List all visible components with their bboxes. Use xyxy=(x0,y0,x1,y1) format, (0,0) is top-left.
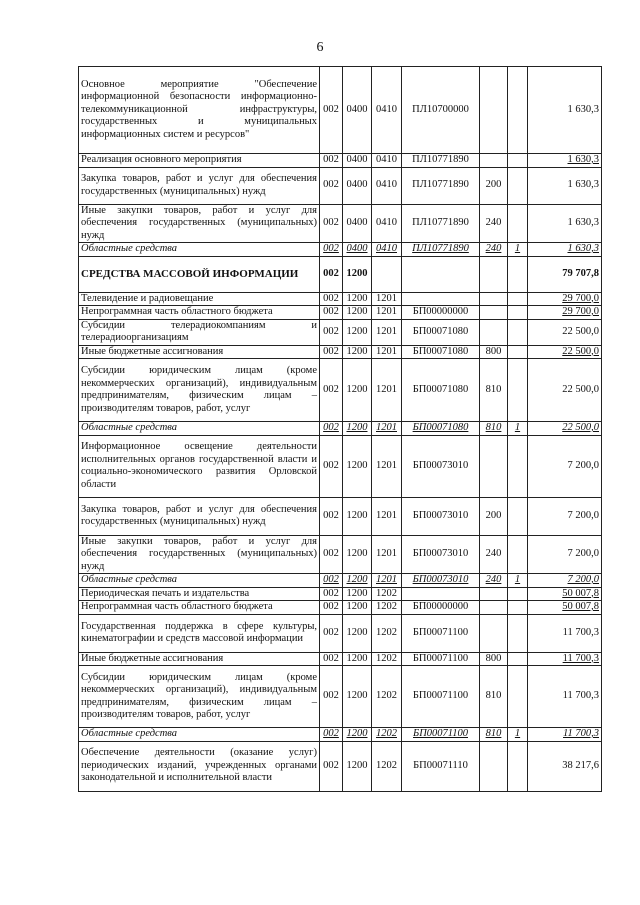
row-target-article: БП00071080 xyxy=(402,345,480,359)
row-expense-type: 810 xyxy=(480,359,508,422)
row-source-code xyxy=(508,204,528,243)
row-admin-code: 002 xyxy=(320,652,343,666)
row-source-code: 1 xyxy=(508,728,528,742)
row-subsection-code: 1201 xyxy=(372,435,402,497)
row-expense-type xyxy=(480,435,508,497)
row-target-article: ПЛ10700000 xyxy=(402,67,480,154)
row-admin-code: 002 xyxy=(320,359,343,422)
row-amount: 50 007,8 xyxy=(528,587,602,601)
row-target-article: БП00071080 xyxy=(402,422,480,436)
row-amount: 7 200,0 xyxy=(528,497,602,535)
row-expense-type: 240 xyxy=(480,535,508,574)
row-admin-code: 002 xyxy=(320,243,343,257)
row-admin-code: 002 xyxy=(320,666,343,728)
row-name: Государственная поддержка в сфере культуры, кинематографии и средств массовой информации xyxy=(79,614,320,652)
row-amount: 29 700,0 xyxy=(528,292,602,306)
row-expense-type: 810 xyxy=(480,422,508,436)
row-target-article: БП00073010 xyxy=(402,497,480,535)
row-target-article: БП00073010 xyxy=(402,435,480,497)
table-row xyxy=(79,728,602,742)
row-source-code xyxy=(508,256,528,292)
row-admin-code: 002 xyxy=(320,306,343,320)
row-source-code xyxy=(508,587,528,601)
row-subsection-code: 1201 xyxy=(372,306,402,320)
row-target-article: ПЛ10771890 xyxy=(402,204,480,243)
row-source-code xyxy=(508,306,528,320)
row-section-code: 1200 xyxy=(343,345,372,359)
row-expense-type: 240 xyxy=(480,574,508,588)
row-section-code: 1200 xyxy=(343,666,372,728)
row-amount: 11 700,3 xyxy=(528,666,602,728)
row-name: СРЕДСТВА МАССОВОЙ ИНФОРМАЦИИ xyxy=(79,256,320,292)
row-expense-type xyxy=(480,292,508,306)
table-row xyxy=(79,306,602,320)
row-expense-type xyxy=(480,741,508,791)
row-expense-type: 800 xyxy=(480,345,508,359)
table-row xyxy=(79,204,602,243)
row-section-code: 1200 xyxy=(343,574,372,588)
table-row xyxy=(79,574,602,588)
table-row xyxy=(79,435,602,497)
row-source-code xyxy=(508,652,528,666)
row-admin-code: 002 xyxy=(320,728,343,742)
row-source-code xyxy=(508,497,528,535)
table-row xyxy=(79,167,602,204)
row-subsection-code: 1201 xyxy=(372,359,402,422)
row-expense-type xyxy=(480,587,508,601)
row-target-article: БП00071110 xyxy=(402,741,480,791)
row-expense-type: 200 xyxy=(480,167,508,204)
row-section-code: 1200 xyxy=(343,359,372,422)
row-amount: 29 700,0 xyxy=(528,306,602,320)
row-expense-type xyxy=(480,601,508,615)
row-amount: 22 500,0 xyxy=(528,422,602,436)
row-section-code: 1200 xyxy=(343,256,372,292)
row-subsection-code: 1201 xyxy=(372,497,402,535)
row-amount: 11 700,3 xyxy=(528,614,602,652)
row-name: Иные закупки товаров, работ и услуг для обеспечения государственных (муниципальных) нужд xyxy=(79,204,320,243)
row-source-code xyxy=(508,167,528,204)
row-expense-type xyxy=(480,256,508,292)
row-section-code: 1200 xyxy=(343,587,372,601)
row-target-article: БП00073010 xyxy=(402,535,480,574)
row-amount: 38 217,6 xyxy=(528,741,602,791)
row-amount: 11 700,3 xyxy=(528,652,602,666)
row-amount: 1 630,3 xyxy=(528,154,602,168)
row-subsection-code: 0410 xyxy=(372,243,402,257)
row-target-article: БП00071100 xyxy=(402,728,480,742)
table-row xyxy=(79,587,602,601)
row-subsection-code: 1202 xyxy=(372,652,402,666)
row-expense-type xyxy=(480,154,508,168)
table-row xyxy=(79,243,602,257)
table-row xyxy=(79,535,602,574)
row-expense-type: 240 xyxy=(480,204,508,243)
table-row xyxy=(79,154,602,168)
page-number: 6 xyxy=(316,40,324,55)
row-source-code xyxy=(508,601,528,615)
row-expense-type: 200 xyxy=(480,497,508,535)
table-row xyxy=(79,614,602,652)
table-row xyxy=(79,422,602,436)
row-name: Обеспечение деятельности (оказание услуг) периодических изданий, учрежденных органами законодательной и исполнительной власти xyxy=(79,741,320,791)
row-name: Областные средства xyxy=(79,574,320,588)
row-admin-code: 002 xyxy=(320,292,343,306)
row-source-code: 1 xyxy=(508,422,528,436)
row-section-code: 1200 xyxy=(343,535,372,574)
row-admin-code: 002 xyxy=(320,574,343,588)
row-admin-code: 002 xyxy=(320,497,343,535)
row-expense-type xyxy=(480,614,508,652)
row-section-code: 0400 xyxy=(343,204,372,243)
table-row xyxy=(79,741,602,791)
row-source-code: 1 xyxy=(508,243,528,257)
row-expense-type: 800 xyxy=(480,652,508,666)
row-amount: 50 007,8 xyxy=(528,601,602,615)
row-admin-code: 002 xyxy=(320,319,343,345)
row-admin-code: 002 xyxy=(320,422,343,436)
row-target-article xyxy=(402,587,480,601)
row-subsection-code: 1202 xyxy=(372,587,402,601)
row-name: Субсидии телерадиокомпаниям и телерадиоорганизациям xyxy=(79,319,320,345)
row-admin-code: 002 xyxy=(320,535,343,574)
row-target-article xyxy=(402,256,480,292)
row-admin-code: 002 xyxy=(320,587,343,601)
row-amount: 22 500,0 xyxy=(528,345,602,359)
row-target-article: БП00000000 xyxy=(402,601,480,615)
row-amount: 22 500,0 xyxy=(528,319,602,345)
row-section-code: 1200 xyxy=(343,614,372,652)
row-source-code xyxy=(508,359,528,422)
row-section-code: 1200 xyxy=(343,422,372,436)
table-row xyxy=(79,67,602,154)
row-target-article: БП00071100 xyxy=(402,666,480,728)
row-amount: 7 200,0 xyxy=(528,435,602,497)
row-subsection-code: 1202 xyxy=(372,728,402,742)
row-target-article: БП00000000 xyxy=(402,306,480,320)
row-section-code: 1200 xyxy=(343,497,372,535)
row-admin-code: 002 xyxy=(320,601,343,615)
row-admin-code: 002 xyxy=(320,741,343,791)
row-subsection-code: 0410 xyxy=(372,67,402,154)
row-subsection-code: 0410 xyxy=(372,154,402,168)
row-subsection-code: 1201 xyxy=(372,422,402,436)
row-name: Субсидии юридическим лицам (кроме некоммерческих организаций), индивидуальным предпринимателям, физическим лицам – производителям товаров, работ, услуг xyxy=(79,666,320,728)
row-section-code: 1200 xyxy=(343,741,372,791)
row-section-code: 1200 xyxy=(343,306,372,320)
row-subsection-code: 1201 xyxy=(372,574,402,588)
table-row xyxy=(79,497,602,535)
row-name: Иные бюджетные ассигнования xyxy=(79,652,320,666)
row-section-code: 0400 xyxy=(343,167,372,204)
row-expense-type xyxy=(480,319,508,345)
row-name: Областные средства xyxy=(79,243,320,257)
row-section-code: 1200 xyxy=(343,319,372,345)
budget-rows xyxy=(79,67,602,792)
row-subsection-code xyxy=(372,256,402,292)
table-row xyxy=(79,345,602,359)
row-amount: 79 707,8 xyxy=(528,256,602,292)
table-row xyxy=(79,292,602,306)
table-row xyxy=(79,256,602,292)
row-amount: 11 700,3 xyxy=(528,728,602,742)
row-expense-type: 810 xyxy=(480,666,508,728)
row-expense-type: 810 xyxy=(480,728,508,742)
table-row xyxy=(79,601,602,615)
row-admin-code: 002 xyxy=(320,345,343,359)
row-target-article xyxy=(402,292,480,306)
row-name: Непрограммная часть областного бюджета xyxy=(79,306,320,320)
row-target-article: БП00071080 xyxy=(402,359,480,422)
row-admin-code: 002 xyxy=(320,154,343,168)
row-admin-code: 002 xyxy=(320,167,343,204)
row-name: Периодическая печать и издательства xyxy=(79,587,320,601)
row-section-code: 1200 xyxy=(343,292,372,306)
row-amount: 1 630,3 xyxy=(528,204,602,243)
row-amount: 7 200,0 xyxy=(528,574,602,588)
row-source-code xyxy=(508,67,528,154)
row-source-code: 1 xyxy=(508,574,528,588)
table-row xyxy=(79,319,602,345)
row-name: Субсидии юридическим лицам (кроме некоммерческих организаций), индивидуальным предпринимателям, физическим лицам – производителям товаров, работ, услуг xyxy=(79,359,320,422)
table-row xyxy=(79,652,602,666)
row-target-article: БП00071080 xyxy=(402,319,480,345)
row-section-code: 1200 xyxy=(343,728,372,742)
row-section-code: 0400 xyxy=(343,67,372,154)
row-source-code xyxy=(508,435,528,497)
budget-table xyxy=(78,66,602,792)
row-name: Непрограммная часть областного бюджета xyxy=(79,601,320,615)
row-amount: 22 500,0 xyxy=(528,359,602,422)
row-subsection-code: 1201 xyxy=(372,292,402,306)
row-name: Областные средства xyxy=(79,728,320,742)
row-subsection-code: 1201 xyxy=(372,319,402,345)
row-amount: 1 630,3 xyxy=(528,67,602,154)
row-target-article: БП00071100 xyxy=(402,652,480,666)
row-subsection-code: 1202 xyxy=(372,741,402,791)
row-target-article: ПЛ10771890 xyxy=(402,167,480,204)
table-row xyxy=(79,359,602,422)
row-target-article: ПЛ10771890 xyxy=(402,243,480,257)
row-name: Телевидение и радиовещание xyxy=(79,292,320,306)
row-admin-code: 002 xyxy=(320,67,343,154)
row-source-code xyxy=(508,154,528,168)
row-amount: 1 630,3 xyxy=(528,243,602,257)
row-subsection-code: 0410 xyxy=(372,204,402,243)
row-section-code: 0400 xyxy=(343,243,372,257)
row-source-code xyxy=(508,741,528,791)
row-section-code: 1200 xyxy=(343,652,372,666)
row-name: Закупка товаров, работ и услуг для обеспечения государственных (муниципальных) нужд xyxy=(79,497,320,535)
row-name: Основное мероприятие "Обеспечение информационной безопасности информационно-телекоммуникационной инфраструктуры, государственных и муниципальных информационных систем и ресурсов" xyxy=(79,67,320,154)
row-source-code xyxy=(508,319,528,345)
row-admin-code: 002 xyxy=(320,435,343,497)
row-expense-type xyxy=(480,67,508,154)
row-expense-type xyxy=(480,306,508,320)
row-target-article: БП00071100 xyxy=(402,614,480,652)
row-source-code xyxy=(508,614,528,652)
row-subsection-code: 1201 xyxy=(372,345,402,359)
row-name: Реализация основного мероприятия xyxy=(79,154,320,168)
table-row xyxy=(79,666,602,728)
row-name: Иные закупки товаров, работ и услуг для обеспечения государственных (муниципальных) нужд xyxy=(79,535,320,574)
row-subsection-code: 0410 xyxy=(372,167,402,204)
row-admin-code: 002 xyxy=(320,256,343,292)
row-source-code xyxy=(508,292,528,306)
row-target-article: БП00073010 xyxy=(402,574,480,588)
row-subsection-code: 1202 xyxy=(372,601,402,615)
row-subsection-code: 1202 xyxy=(372,614,402,652)
row-name: Закупка товаров, работ и услуг для обеспечения государственных (муниципальных) нужд xyxy=(79,167,320,204)
row-target-article: ПЛ10771890 xyxy=(402,154,480,168)
row-subsection-code: 1202 xyxy=(372,666,402,728)
row-source-code xyxy=(508,535,528,574)
row-name: Областные средства xyxy=(79,422,320,436)
row-admin-code: 002 xyxy=(320,204,343,243)
row-section-code: 1200 xyxy=(343,435,372,497)
row-name: Иные бюджетные ассигнования xyxy=(79,345,320,359)
row-section-code: 0400 xyxy=(343,154,372,168)
row-source-code xyxy=(508,345,528,359)
row-subsection-code: 1201 xyxy=(372,535,402,574)
row-amount: 7 200,0 xyxy=(528,535,602,574)
row-amount: 1 630,3 xyxy=(528,167,602,204)
row-admin-code: 002 xyxy=(320,614,343,652)
row-source-code xyxy=(508,666,528,728)
row-name: Информационное освещение деятельности исполнительных органов государственной власти и социально-экономического развития Орловской области xyxy=(79,435,320,497)
row-section-code: 1200 xyxy=(343,601,372,615)
row-expense-type: 240 xyxy=(480,243,508,257)
